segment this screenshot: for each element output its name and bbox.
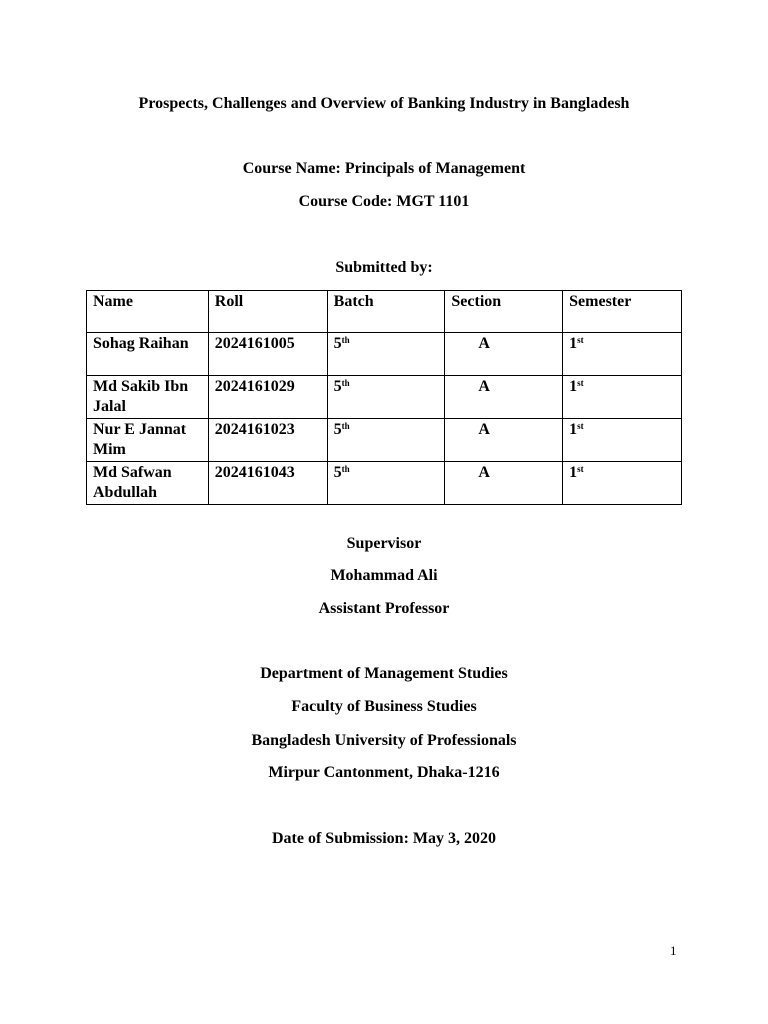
semester-suffix: st xyxy=(577,421,584,431)
member-semester xyxy=(563,376,682,419)
member-section: A xyxy=(445,376,563,419)
department: Department of Management Studies xyxy=(260,665,508,682)
member-roll: 2024161023 xyxy=(208,419,327,462)
supervisor-heading: Supervisor xyxy=(346,535,422,552)
header-batch: Batch xyxy=(327,291,445,333)
member-section: A xyxy=(445,462,563,505)
batch-suffix: th xyxy=(341,335,350,345)
semester-number: 1 xyxy=(569,378,578,395)
batch-suffix: th xyxy=(341,421,350,431)
header-name: Name xyxy=(87,291,209,333)
member-section: A xyxy=(445,419,563,462)
submission-date: Date of Submission: May 3, 2020 xyxy=(271,830,496,847)
supervisor-name: Mohammad Ali xyxy=(330,567,438,584)
semester-suffix: st xyxy=(577,464,584,474)
page-number: 1 xyxy=(670,943,677,958)
faculty: Faculty of Business Studies xyxy=(291,698,477,715)
table-row xyxy=(87,419,682,462)
member-roll: 2024161005 xyxy=(208,333,327,376)
semester-number: 1 xyxy=(569,421,578,438)
header-section: Section xyxy=(445,291,563,333)
member-batch xyxy=(327,419,445,462)
batch-number: 5 xyxy=(333,335,342,352)
supervisor-designation: Assistant Professor xyxy=(318,600,450,617)
member-batch xyxy=(327,462,445,505)
member-name: Md Safwan Abdullah xyxy=(87,462,209,505)
batch-suffix: th xyxy=(341,464,350,474)
table-header-row xyxy=(87,291,682,333)
semester-number: 1 xyxy=(569,464,578,481)
batch-number: 5 xyxy=(333,464,342,481)
member-name: Md Sakib Ibn Jalal xyxy=(87,376,209,419)
document-title: Prospects, Challenges and Overview of Banking Industry in Bangladesh xyxy=(138,95,630,112)
batch-suffix: th xyxy=(341,378,350,388)
member-batch xyxy=(327,333,445,376)
table-row xyxy=(87,462,682,505)
table-row xyxy=(87,376,682,419)
semester-suffix: st xyxy=(577,378,584,388)
submitted-by-label: Submitted by: xyxy=(335,259,433,276)
semester-suffix: st xyxy=(577,335,584,345)
batch-number: 5 xyxy=(333,378,342,395)
table-row xyxy=(87,333,682,376)
course-name: Course Name: Principals of Management xyxy=(242,160,526,177)
header-semester: Semester xyxy=(563,291,682,333)
batch-number: 5 xyxy=(333,421,342,438)
member-semester xyxy=(563,333,682,376)
header-roll: Roll xyxy=(208,291,327,333)
member-semester xyxy=(563,462,682,505)
members-table xyxy=(86,290,682,505)
member-name: Nur E Jannat Mim xyxy=(87,419,209,462)
member-roll: 2024161029 xyxy=(208,376,327,419)
address: Mirpur Cantonment, Dhaka-1216 xyxy=(268,764,500,781)
member-batch xyxy=(327,376,445,419)
member-roll: 2024161043 xyxy=(208,462,327,505)
semester-number: 1 xyxy=(569,335,578,352)
member-name: Sohag Raihan xyxy=(87,333,209,376)
course-code: Course Code: MGT 1101 xyxy=(298,193,470,210)
member-section: A xyxy=(445,333,563,376)
university: Bangladesh University of Professionals xyxy=(251,732,517,749)
member-semester xyxy=(563,419,682,462)
